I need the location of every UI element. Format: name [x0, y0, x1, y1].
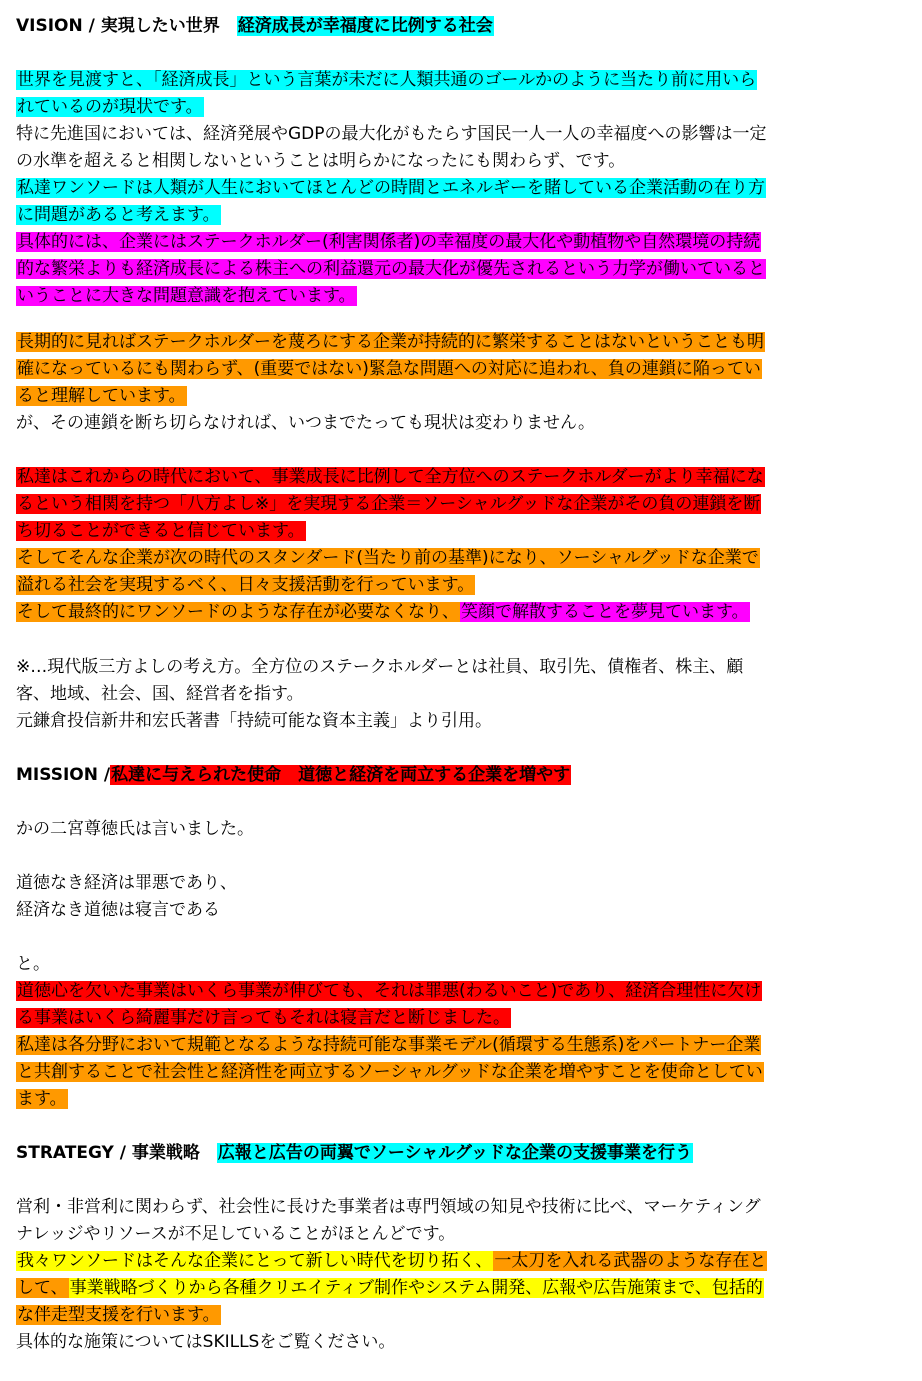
mission-text: 私達は各分野において規範となるような持続可能な事業モデル(循環する生態系)をパートナー企業 — [17, 1035, 761, 1055]
mission-text: ます。 — [17, 1089, 67, 1109]
vision-line — [16, 572, 896, 598]
vision-line — [16, 599, 896, 625]
strategy-text: な伴走型支援を行います。 — [17, 1305, 220, 1325]
mission-line — [16, 1086, 896, 1112]
vision-label: VISION / 実現したい世界 — [16, 16, 220, 36]
mission-text: と。 — [16, 954, 50, 974]
strategy-line — [16, 1221, 896, 1247]
mission-line — [16, 1032, 896, 1058]
strategy-line — [16, 1275, 896, 1301]
vision-line — [16, 545, 896, 571]
mission-line — [16, 951, 896, 977]
vision-line — [16, 175, 896, 201]
vision-line — [16, 383, 896, 409]
vision-line — [16, 121, 896, 147]
vision-line — [16, 256, 896, 282]
mission-label: MISSION / — [16, 765, 111, 785]
vision-line — [16, 518, 896, 544]
strategy-line — [16, 1302, 896, 1328]
mission-line — [16, 816, 896, 842]
vision-text: 確になっているにも関わらず、(重要ではない)緊急な問題への対応に追われ、負の連鎖に陥ってい — [17, 359, 761, 379]
vision-line — [16, 283, 896, 309]
mission-text: かの二宮尊徳氏は言いました。 — [16, 819, 254, 839]
vision-text: いうことに大きな問題意識を抱えています。 — [17, 286, 356, 306]
mission-text: 道徳なき経済は罪悪であり、 — [16, 873, 237, 893]
strategy-title: 広報と広告の両翼でソーシャルグッドな企業の支援事業を行う — [217, 1143, 693, 1163]
vision-text: ※…現代版三方よしの考え方。全方位のステークホルダーとは社員、取引先、債権者、株主、顧 — [16, 657, 744, 677]
mission-text: 道徳心を欠いた事業はいくら事業が伸びても、それは罪悪(わるいこと)であり、経済合理性に欠け — [17, 981, 762, 1001]
mission-heading — [16, 762, 896, 788]
vision-footnote — [16, 654, 896, 680]
strategy-text: 営利・非営利に関わらず、社会性に長けた事業者は専門領域の知見や技術に比べ、マーケティング — [16, 1197, 761, 1217]
vision-text: そしてそんな企業が次の時代のスタンダード(当たり前の基準)になり、ソーシャルグッドな企業で — [17, 548, 759, 568]
vision-text: 的な繁栄よりも経済成長による株主への利益還元の最大化が優先されるという力学が働いていると — [17, 259, 765, 279]
vision-line — [16, 229, 896, 255]
strategy-text: ナレッジやリソースが不足していることがほとんどです。 — [16, 1224, 456, 1244]
vision-text: ち切ることができると信じています。 — [17, 521, 305, 541]
vision-text: ると理解しています。 — [17, 386, 186, 406]
vision-line — [16, 202, 896, 228]
vision-text: 私達はこれからの時代において、事業成長に比例して全方位へのステークホルダーがより幸福にな — [17, 467, 764, 487]
strategy-heading — [16, 1140, 896, 1166]
strategy-text: して、 — [17, 1278, 68, 1298]
vision-text: 溢れる社会を実現するべく、日々支援活動を行っています。 — [17, 575, 475, 595]
vision-footnote — [16, 708, 896, 734]
vision-footnote — [16, 681, 896, 707]
mission-text: る事業はいくら綺麗事だけ言ってもそれは寝言だと断じました。 — [17, 1008, 510, 1028]
strategy-text: 事業戦略づくりから各種クリエイティブ制作やシステム開発、広報や広告施策まで、包括的 — [69, 1278, 763, 1298]
strategy-text: 我々ワンソードはそんな企業にとって新しい時代を切り拓く、 — [17, 1251, 493, 1271]
strategy-label: STRATEGY / 事業戦略 — [16, 1143, 200, 1163]
mission-line — [16, 870, 896, 896]
vision-heading — [16, 13, 896, 39]
vision-text: が、その連鎖を断ち切らなければ、いつまでたっても現状は変わりません。 — [16, 413, 596, 433]
vision-text: 笑顔で解散することを夢見ています。 — [461, 602, 749, 622]
vision-text: 世界を見渡すと、「経済成長」という言葉が未だに人類共通のゴールかのように当たり前に用いら — [17, 70, 757, 90]
vision-text: 特に先進国においては、経済発展やGDPの最大化がもたらす国民一人一人の幸福度への影響は一定 — [16, 124, 767, 144]
vision-text: 客、地域、社会、国、経営者を指す。 — [16, 684, 304, 704]
vision-text: に問題があると考えます。 — [17, 205, 220, 225]
vision-line — [16, 464, 896, 490]
mission-line — [16, 1059, 896, 1085]
vision-text: れているのが現状です。 — [17, 97, 203, 117]
vision-text: 具体的には、企業にはステークホルダー(利害関係者)の幸福度の最大化や動植物や自然環境の持続 — [17, 232, 761, 252]
mission-line — [16, 978, 896, 1004]
strategy-line — [16, 1248, 896, 1274]
strategy-text: 具体的な施策についてはSKILLSをご覧ください。 — [16, 1332, 396, 1352]
vision-line — [16, 410, 896, 436]
vision-text: 元鎌倉投信新井和宏氏著書「持続可能な資本主義」より引用。 — [16, 711, 492, 731]
vision-line — [16, 356, 896, 382]
vision-line — [16, 491, 896, 517]
mission-line — [16, 897, 896, 923]
vision-line — [16, 329, 896, 355]
vision-text: そして最終的にワンソードのような存在が必要なくなり、 — [17, 602, 459, 622]
vision-text: の水準を超えると相関しないということは明らかになったにも関わらず、です。 — [16, 151, 626, 171]
mission-title: 私達に与えられた使命 道徳と経済を両立する企業を増やす — [111, 765, 571, 785]
vision-line — [16, 94, 896, 120]
mission-text: 経済なき道徳は寝言である — [16, 900, 220, 920]
mission-text: と共創することで社会性と経済性を両立するソーシャルグッドな企業を増やすことを使命としてい — [17, 1062, 763, 1082]
vision-line — [16, 148, 896, 174]
vision-text: 長期的に見ればステークホルダーを蔑ろにする企業が持続的に繁栄することはないということも明 — [17, 332, 764, 352]
vision-title: 経済成長が幸福度に比例する社会 — [237, 16, 493, 36]
strategy-line — [16, 1329, 896, 1355]
mission-line — [16, 1005, 896, 1031]
strategy-line — [16, 1194, 896, 1220]
strategy-text: 一太刀を入れる武器のような存在と — [494, 1251, 767, 1271]
vision-text: 私達ワンソードは人類が人生においてほとんどの時間とエネルギーを賭している企業活動の在り方 — [17, 178, 765, 198]
vision-text: るという相関を持つ「八方よし※」を実現する企業＝ソーシャルグッドな企業がその負の連鎖を断 — [17, 494, 761, 514]
vision-line — [16, 67, 896, 93]
